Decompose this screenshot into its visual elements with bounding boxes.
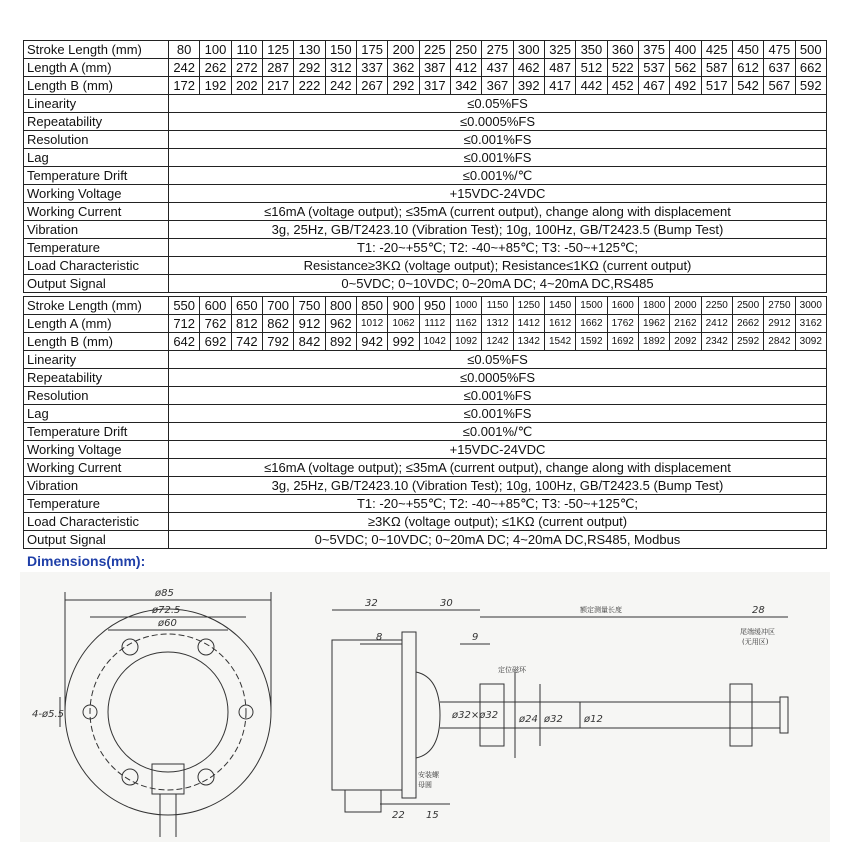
dim-label-85: ø85 bbox=[155, 588, 174, 599]
spec-label: Resolution bbox=[24, 131, 169, 149]
spec-row bbox=[24, 405, 827, 423]
length-b-cell: 2342 bbox=[701, 333, 732, 351]
dim-label-30: 30 bbox=[440, 598, 453, 609]
length-a-cell: 662 bbox=[795, 59, 826, 77]
spec-value: ≤0.0005%FS bbox=[169, 113, 827, 131]
spec-value: ≥3KΩ (voltage output); ≤1KΩ (current output) bbox=[169, 513, 827, 531]
length-a-cell: 262 bbox=[200, 59, 231, 77]
spec-label: Output Signal bbox=[24, 275, 169, 293]
spec-label: Lag bbox=[24, 405, 169, 423]
length-b-cell: 202 bbox=[231, 77, 262, 95]
length-a-cell: 562 bbox=[670, 59, 701, 77]
length-b-cell: 1592 bbox=[576, 333, 607, 351]
spec-label: Repeatability bbox=[24, 113, 169, 131]
stroke-length-cell: 1800 bbox=[638, 297, 669, 315]
stroke-length-cell: 550 bbox=[169, 297, 200, 315]
sensor-head bbox=[332, 640, 402, 790]
spec-row bbox=[24, 167, 827, 185]
dim-label-22: 22 bbox=[392, 810, 405, 821]
length-b-cell: 3092 bbox=[795, 333, 826, 351]
length-b-cell: 517 bbox=[701, 77, 732, 95]
length-a-cell: 612 bbox=[732, 59, 763, 77]
length-b-cell: 217 bbox=[262, 77, 293, 95]
end-ring bbox=[730, 684, 752, 746]
length-a-row bbox=[24, 59, 827, 77]
length-a-cell: 862 bbox=[262, 315, 293, 333]
stroke-length-cell: 1600 bbox=[607, 297, 638, 315]
stroke-length-cell: 130 bbox=[294, 41, 325, 59]
spec-row bbox=[24, 257, 827, 275]
spec-label: Working Voltage bbox=[24, 441, 169, 459]
length-a-cell: 962 bbox=[325, 315, 356, 333]
stroke-length-cell: 3000 bbox=[795, 297, 826, 315]
spec-row bbox=[24, 459, 827, 477]
spec-label: Load Characteristic bbox=[24, 257, 169, 275]
length-a-cell: 512 bbox=[576, 59, 607, 77]
length-a-cell: 2412 bbox=[701, 315, 732, 333]
dim-label-32: 32 bbox=[365, 598, 378, 609]
length-a-cell: 462 bbox=[513, 59, 544, 77]
stroke-length-cell: 225 bbox=[419, 41, 450, 59]
gland-side bbox=[345, 790, 381, 812]
spec-label: Vibration bbox=[24, 221, 169, 239]
spec-row bbox=[24, 495, 827, 513]
length-a-cell: 1112 bbox=[419, 315, 450, 333]
dim-label-72-5: ø72.5 bbox=[152, 605, 181, 616]
spec-row bbox=[24, 239, 827, 257]
spec-row bbox=[24, 203, 827, 221]
length-a-cell: 1162 bbox=[450, 315, 481, 333]
spec-value: ≤0.001%/℃ bbox=[169, 423, 827, 441]
spec-row bbox=[24, 185, 827, 203]
spec-row bbox=[24, 513, 827, 531]
spec-value: 3g, 25Hz, GB/T2423.10 (Vibration Test); 10g, 100Hz, GB/T2423.5 (Bump Test) bbox=[169, 221, 827, 239]
dim-label-hole: 4-ø5.5 bbox=[32, 709, 64, 720]
length-b-cell: 1692 bbox=[607, 333, 638, 351]
spec-label: Working Current bbox=[24, 459, 169, 477]
stroke-length-cell: 900 bbox=[388, 297, 419, 315]
length-b-row bbox=[24, 333, 827, 351]
length-b-label: Length B (mm) bbox=[24, 333, 169, 351]
length-a-cell: 292 bbox=[294, 59, 325, 77]
length-b-cell: 692 bbox=[200, 333, 231, 351]
length-a-cell: 1612 bbox=[544, 315, 575, 333]
length-b-cell: 2092 bbox=[670, 333, 701, 351]
length-a-cell: 2662 bbox=[732, 315, 763, 333]
head-dome bbox=[416, 672, 440, 758]
spec-label: Output Signal bbox=[24, 531, 169, 549]
spec-label: Linearity bbox=[24, 351, 169, 369]
length-b-cell: 642 bbox=[169, 333, 200, 351]
stroke-length-label: Stroke Length (mm) bbox=[24, 41, 169, 59]
length-a-cell: 287 bbox=[262, 59, 293, 77]
dimensions-title: Dimensions(mm): bbox=[27, 553, 146, 569]
length-a-cell: 1412 bbox=[513, 315, 544, 333]
stroke-length-cell: 600 bbox=[200, 297, 231, 315]
stroke-length-cell: 2000 bbox=[670, 297, 701, 315]
spec-value: +15VDC-24VDC bbox=[169, 441, 827, 459]
rod-end bbox=[780, 697, 788, 733]
dim-label-24: ø24 bbox=[519, 714, 538, 725]
stroke-length-cell: 275 bbox=[482, 41, 513, 59]
stroke-length-cell: 1450 bbox=[544, 297, 575, 315]
length-b-cell: 992 bbox=[388, 333, 419, 351]
length-b-cell: 417 bbox=[544, 77, 575, 95]
stroke-length-cell: 2750 bbox=[764, 297, 795, 315]
length-a-cell: 537 bbox=[638, 59, 669, 77]
spec-value: ≤0.05%FS bbox=[169, 351, 827, 369]
spec-value: ≤0.0005%FS bbox=[169, 369, 827, 387]
dim-label-8: 8 bbox=[376, 632, 383, 643]
length-a-cell: 437 bbox=[482, 59, 513, 77]
spec-value: T1: -20~+55℃; T2: -40~+85℃; T3: -50~+125℃; bbox=[169, 239, 827, 257]
stroke-length-cell: 375 bbox=[638, 41, 669, 59]
stroke-length-cell: 750 bbox=[294, 297, 325, 315]
stroke-length-cell: 150 bbox=[325, 41, 356, 59]
spec-value: ≤0.001%FS bbox=[169, 405, 827, 423]
length-a-cell: 1662 bbox=[576, 315, 607, 333]
length-b-cell: 792 bbox=[262, 333, 293, 351]
stroke-length-cell: 450 bbox=[732, 41, 763, 59]
stroke-length-cell: 500 bbox=[795, 41, 826, 59]
stroke-length-cell: 850 bbox=[356, 297, 387, 315]
length-a-cell: 587 bbox=[701, 59, 732, 77]
length-b-cell: 892 bbox=[325, 333, 356, 351]
length-b-cell: 567 bbox=[764, 77, 795, 95]
length-a-cell: 522 bbox=[607, 59, 638, 77]
length-b-cell: 292 bbox=[388, 77, 419, 95]
spec-row bbox=[24, 131, 827, 149]
stroke-length-cell: 400 bbox=[670, 41, 701, 59]
dim-label-28: 28 bbox=[752, 605, 765, 616]
dim-label-32x32: ø32×ø32 bbox=[452, 710, 499, 721]
length-a-cell: 312 bbox=[325, 59, 356, 77]
spec-value: ≤0.05%FS bbox=[169, 95, 827, 113]
flange-bolt-circle bbox=[90, 634, 246, 790]
stroke-length-cell: 300 bbox=[513, 41, 544, 59]
length-a-cell: 337 bbox=[356, 59, 387, 77]
stroke-length-cell: 80 bbox=[169, 41, 200, 59]
spec-row bbox=[24, 387, 827, 405]
length-b-row bbox=[24, 77, 827, 95]
stroke-length-cell: 2500 bbox=[732, 297, 763, 315]
spec-row bbox=[24, 441, 827, 459]
length-b-cell: 2842 bbox=[764, 333, 795, 351]
stroke-length-cell: 1250 bbox=[513, 297, 544, 315]
stroke-length-cell: 1150 bbox=[482, 297, 513, 315]
length-a-cell: 412 bbox=[450, 59, 481, 77]
length-a-label: Length A (mm) bbox=[24, 315, 169, 333]
dim-label-60: ø60 bbox=[158, 618, 177, 629]
label-dead-zone-cn-2: (无用区) bbox=[742, 638, 769, 646]
length-b-cell: 267 bbox=[356, 77, 387, 95]
stroke-length-cell: 475 bbox=[764, 41, 795, 59]
length-a-cell: 387 bbox=[419, 59, 450, 77]
length-a-cell: 1762 bbox=[607, 315, 638, 333]
spec-label: Working Voltage bbox=[24, 185, 169, 203]
length-a-cell: 1312 bbox=[482, 315, 513, 333]
dim-label-12: ø12 bbox=[584, 714, 603, 725]
length-a-cell: 1962 bbox=[638, 315, 669, 333]
stroke-length-row bbox=[24, 297, 827, 315]
stroke-length-cell: 125 bbox=[262, 41, 293, 59]
spec-value: ≤0.001%FS bbox=[169, 131, 827, 149]
length-a-label: Length A (mm) bbox=[24, 59, 169, 77]
bolt-hole bbox=[122, 769, 138, 785]
stroke-length-cell: 950 bbox=[419, 297, 450, 315]
label-magnet-cn: 定位磁环 bbox=[498, 666, 526, 674]
spec-label: Resolution bbox=[24, 387, 169, 405]
stroke-length-cell: 360 bbox=[607, 41, 638, 59]
length-b-cell: 492 bbox=[670, 77, 701, 95]
stroke-length-cell: 425 bbox=[701, 41, 732, 59]
length-a-cell: 812 bbox=[231, 315, 262, 333]
length-b-cell: 367 bbox=[482, 77, 513, 95]
spec-value: ≤0.001%FS bbox=[169, 387, 827, 405]
length-b-cell: 842 bbox=[294, 333, 325, 351]
dimension-drawing-svg bbox=[20, 572, 830, 842]
stroke-length-cell: 650 bbox=[231, 297, 262, 315]
spec-value: 0~5VDC; 0~10VDC; 0~20mA DC; 4~20mA DC,RS485, Modbus bbox=[169, 531, 827, 549]
spec-label: Load Characteristic bbox=[24, 513, 169, 531]
length-b-cell: 742 bbox=[231, 333, 262, 351]
spec-label: Repeatability bbox=[24, 369, 169, 387]
flange-side bbox=[402, 632, 416, 798]
spec-value: ≤0.001%/℃ bbox=[169, 167, 827, 185]
spec-row bbox=[24, 351, 827, 369]
length-b-cell: 342 bbox=[450, 77, 481, 95]
length-b-cell: 317 bbox=[419, 77, 450, 95]
length-b-cell: 1542 bbox=[544, 333, 575, 351]
length-b-cell: 452 bbox=[607, 77, 638, 95]
spec-value: 0~5VDC; 0~10VDC; 0~20mA DC; 4~20mA DC,RS485 bbox=[169, 275, 827, 293]
stroke-length-cell: 350 bbox=[576, 41, 607, 59]
length-a-cell: 362 bbox=[388, 59, 419, 77]
length-a-cell: 2912 bbox=[764, 315, 795, 333]
length-a-cell: 2162 bbox=[670, 315, 701, 333]
dim-label-15: 15 bbox=[426, 810, 439, 821]
spec-value: ≤16mA (voltage output); ≤35mA (current output), change along with displacement bbox=[169, 203, 827, 221]
stroke-length-cell: 100 bbox=[200, 41, 231, 59]
stroke-length-cell: 250 bbox=[450, 41, 481, 59]
length-a-cell: 912 bbox=[294, 315, 325, 333]
spec-value: ≤16mA (voltage output); ≤35mA (current output), change along with displacement bbox=[169, 459, 827, 477]
length-b-cell: 2592 bbox=[732, 333, 763, 351]
stroke-length-cell: 325 bbox=[544, 41, 575, 59]
label-mount-cn-2: 母圆 bbox=[418, 781, 432, 789]
spec-value: Resistance≥3KΩ (voltage output); Resistance≤1KΩ (current output) bbox=[169, 257, 827, 275]
spec-label: Vibration bbox=[24, 477, 169, 495]
label-mount-cn: 安装螺 bbox=[418, 771, 439, 779]
length-a-cell: 712 bbox=[169, 315, 200, 333]
length-b-cell: 1892 bbox=[638, 333, 669, 351]
spec-label: Temperature Drift bbox=[24, 423, 169, 441]
stroke-length-cell: 700 bbox=[262, 297, 293, 315]
length-a-cell: 272 bbox=[231, 59, 262, 77]
spec-label: Temperature bbox=[24, 495, 169, 513]
dim-label-32b: ø32 bbox=[544, 714, 563, 725]
length-b-cell: 1342 bbox=[513, 333, 544, 351]
spec-table-2 bbox=[23, 296, 827, 549]
length-b-cell: 592 bbox=[795, 77, 826, 95]
length-b-cell: 442 bbox=[576, 77, 607, 95]
spec-row bbox=[24, 221, 827, 239]
spec-value: ≤0.001%FS bbox=[169, 149, 827, 167]
length-b-cell: 1242 bbox=[482, 333, 513, 351]
spec-label: Working Current bbox=[24, 203, 169, 221]
spec-label: Lag bbox=[24, 149, 169, 167]
stroke-length-label: Stroke Length (mm) bbox=[24, 297, 169, 315]
stroke-length-cell: 800 bbox=[325, 297, 356, 315]
spec-table-1 bbox=[23, 40, 827, 293]
stroke-length-cell: 110 bbox=[231, 41, 262, 59]
stroke-length-cell: 1000 bbox=[450, 297, 481, 315]
length-b-cell: 172 bbox=[169, 77, 200, 95]
spec-label: Temperature bbox=[24, 239, 169, 257]
spec-value: +15VDC-24VDC bbox=[169, 185, 827, 203]
length-b-label: Length B (mm) bbox=[24, 77, 169, 95]
length-b-cell: 242 bbox=[325, 77, 356, 95]
length-b-cell: 222 bbox=[294, 77, 325, 95]
length-b-cell: 392 bbox=[513, 77, 544, 95]
length-a-cell: 1062 bbox=[388, 315, 419, 333]
flange-outer-circle bbox=[65, 609, 271, 815]
stroke-length-row bbox=[24, 41, 827, 59]
spec-value: 3g, 25Hz, GB/T2423.10 (Vibration Test); 10g, 100Hz, GB/T2423.5 (Bump Test) bbox=[169, 477, 827, 495]
dimension-drawing bbox=[20, 572, 830, 842]
spec-label: Temperature Drift bbox=[24, 167, 169, 185]
bolt-hole bbox=[198, 639, 214, 655]
flange-inner-circle bbox=[108, 652, 228, 772]
length-a-row bbox=[24, 315, 827, 333]
length-b-cell: 1042 bbox=[419, 333, 450, 351]
spec-value: T1: -20~+55℃; T2: -40~+85℃; T3: -50~+125℃; bbox=[169, 495, 827, 513]
spec-row bbox=[24, 531, 827, 549]
length-a-cell: 762 bbox=[200, 315, 231, 333]
length-a-cell: 1012 bbox=[356, 315, 387, 333]
length-b-cell: 192 bbox=[200, 77, 231, 95]
length-a-cell: 487 bbox=[544, 59, 575, 77]
stroke-length-cell: 2250 bbox=[701, 297, 732, 315]
stroke-length-cell: 200 bbox=[388, 41, 419, 59]
stroke-length-cell: 175 bbox=[356, 41, 387, 59]
spec-row bbox=[24, 423, 827, 441]
length-b-cell: 467 bbox=[638, 77, 669, 95]
length-b-cell: 942 bbox=[356, 333, 387, 351]
length-b-cell: 1092 bbox=[450, 333, 481, 351]
stroke-length-cell: 1500 bbox=[576, 297, 607, 315]
length-a-cell: 637 bbox=[764, 59, 795, 77]
length-a-cell: 3162 bbox=[795, 315, 826, 333]
length-a-cell: 242 bbox=[169, 59, 200, 77]
label-dead-zone-cn: 尾端缓冲区 bbox=[740, 628, 775, 636]
spec-row bbox=[24, 477, 827, 495]
spec-row bbox=[24, 275, 827, 293]
dim-label-9: 9 bbox=[472, 632, 479, 643]
spec-label: Linearity bbox=[24, 95, 169, 113]
spec-row bbox=[24, 113, 827, 131]
spec-row bbox=[24, 95, 827, 113]
spec-row bbox=[24, 149, 827, 167]
length-b-cell: 542 bbox=[732, 77, 763, 95]
label-stroke-cn: 额定测量长度 bbox=[580, 606, 622, 614]
spec-row bbox=[24, 369, 827, 387]
